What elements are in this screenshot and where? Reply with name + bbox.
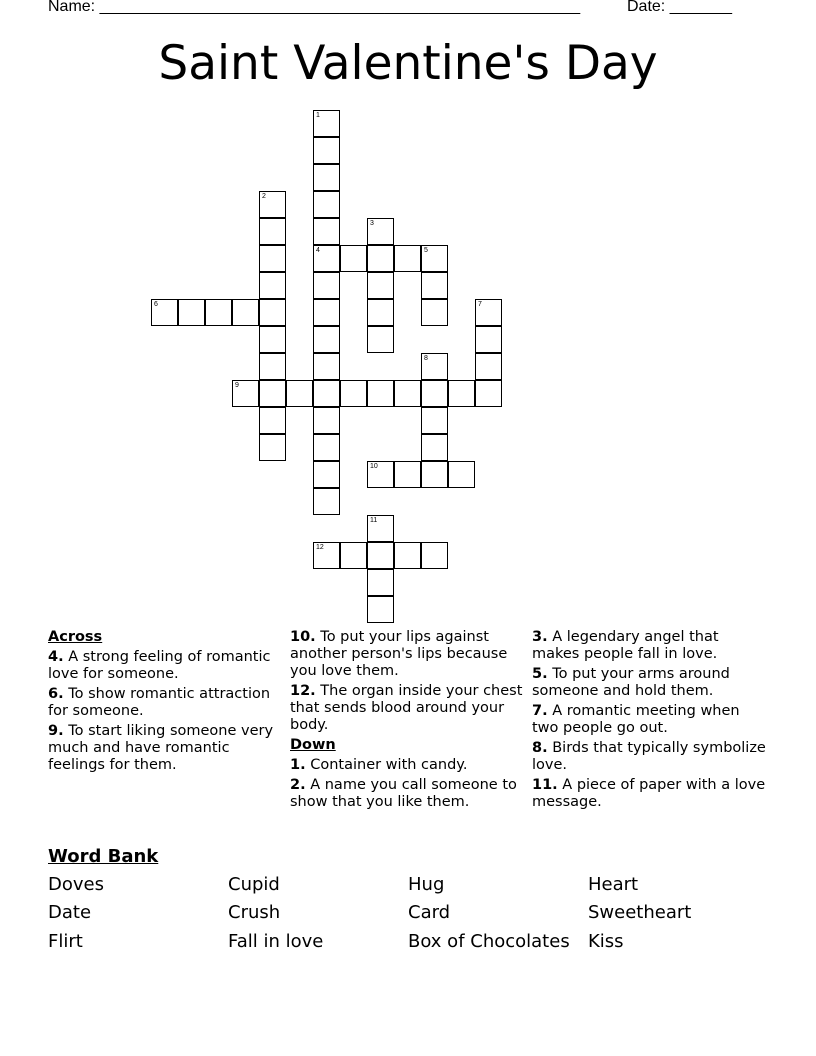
- word-bank-title: Word Bank: [48, 846, 159, 867]
- grid-cell[interactable]: [313, 245, 340, 272]
- grid-cell[interactable]: [394, 461, 421, 488]
- grid-cell[interactable]: [313, 353, 340, 380]
- clue-across-9: 9. To start liking someone very much and have romantic feelings for them.: [48, 723, 274, 773]
- word-bank-word: Card: [408, 902, 451, 923]
- page-title: Saint Valentine's Day: [158, 36, 658, 91]
- grid-cell[interactable]: [475, 299, 502, 326]
- grid-cell[interactable]: [313, 488, 340, 515]
- clue-down-11: 11. A piece of paper with a love message.: [532, 777, 766, 810]
- clue-down-7: 7. A romantic meeting when two people go out.: [532, 703, 740, 736]
- grid-cell[interactable]: [259, 326, 286, 353]
- word-bank-word: Heart: [588, 874, 639, 895]
- across-heading: Across: [48, 629, 103, 645]
- grid-cell[interactable]: [421, 245, 448, 272]
- grid-cell[interactable]: [313, 272, 340, 299]
- cell-number: 7: [478, 301, 482, 308]
- grid-cell[interactable]: [313, 542, 340, 569]
- grid-cell[interactable]: [259, 245, 286, 272]
- grid-cell[interactable]: [259, 299, 286, 326]
- grid-cell[interactable]: [259, 380, 286, 407]
- grid-cell[interactable]: [394, 380, 421, 407]
- grid-cell[interactable]: [313, 434, 340, 461]
- grid-cell[interactable]: [313, 137, 340, 164]
- grid-cell[interactable]: [259, 218, 286, 245]
- name-field-label: Name: ______________________________________________________: [48, 0, 581, 15]
- grid-cell[interactable]: [367, 380, 394, 407]
- grid-cell[interactable]: [313, 191, 340, 218]
- grid-cell[interactable]: [394, 245, 421, 272]
- grid-cell[interactable]: [232, 380, 259, 407]
- grid-cell[interactable]: [151, 299, 178, 326]
- grid-cell[interactable]: [475, 353, 502, 380]
- grid-cell[interactable]: [421, 380, 448, 407]
- cell-number: 3: [370, 220, 374, 227]
- cell-number: 12: [316, 544, 324, 551]
- grid-cell[interactable]: [367, 245, 394, 272]
- grid-cell[interactable]: [313, 164, 340, 191]
- clue-across-4: 4. A strong feeling of romantic love for someone.: [48, 649, 271, 682]
- word-bank-word: Doves: [48, 874, 104, 895]
- grid-cell[interactable]: [421, 407, 448, 434]
- clue-column-2: [290, 629, 526, 814]
- grid-cell[interactable]: [421, 434, 448, 461]
- word-bank-word: Box of Chocolates: [408, 931, 570, 952]
- grid-cell[interactable]: [313, 299, 340, 326]
- cell-number: 9: [235, 382, 239, 389]
- clue-down-1: 1. Container with candy.: [290, 757, 468, 773]
- cell-number: 8: [424, 355, 428, 362]
- word-bank-word: Date: [48, 902, 92, 923]
- grid-cell[interactable]: [448, 461, 475, 488]
- word-bank-word: Hug: [408, 874, 445, 895]
- grid-cell[interactable]: [367, 542, 394, 569]
- grid-cell[interactable]: [313, 407, 340, 434]
- grid-cell[interactable]: [259, 272, 286, 299]
- clue-column-3: [532, 629, 768, 814]
- grid-cell[interactable]: [367, 515, 394, 542]
- grid-cell[interactable]: [421, 272, 448, 299]
- grid-cell[interactable]: [313, 110, 340, 137]
- grid-cell[interactable]: [259, 353, 286, 380]
- grid-cell[interactable]: [259, 434, 286, 461]
- grid-cell[interactable]: [178, 299, 205, 326]
- grid-cell[interactable]: [394, 542, 421, 569]
- word-bank-word: Fall in love: [228, 931, 324, 952]
- grid-cell[interactable]: [259, 407, 286, 434]
- grid-cell[interactable]: [367, 272, 394, 299]
- clue-down-8: 8. Birds that typically symbolize love.: [532, 740, 766, 773]
- clue-column-1: [48, 629, 284, 777]
- clue-down-2: 2. A name you call someone to show that you like them.: [290, 777, 517, 810]
- grid-cell[interactable]: [475, 380, 502, 407]
- grid-cell[interactable]: [367, 326, 394, 353]
- grid-cell[interactable]: [286, 380, 313, 407]
- grid-cell[interactable]: [313, 326, 340, 353]
- grid-cell[interactable]: [205, 299, 232, 326]
- word-bank-word: Sweetheart: [588, 902, 692, 923]
- grid-cell[interactable]: [421, 461, 448, 488]
- grid-cell[interactable]: [340, 245, 367, 272]
- word-bank-word: Kiss: [588, 931, 624, 952]
- clue-down-3: 3. A legendary angel that makes people fall in love.: [532, 629, 719, 662]
- clue-across-12: 12. The organ inside your chest that sends blood around your body.: [290, 683, 523, 733]
- grid-cell[interactable]: [259, 191, 286, 218]
- clue-down-5: 5. To put your arms around someone and hold them.: [532, 666, 730, 699]
- grid-cell[interactable]: [448, 380, 475, 407]
- cell-number: 4: [316, 247, 320, 254]
- cell-number: 6: [154, 301, 158, 308]
- clue-across-10: 10. To put your lips against another person's lips because you love them.: [290, 629, 508, 679]
- clue-across-6: 6. To show romantic attraction for someone.: [48, 686, 271, 719]
- grid-cell[interactable]: [367, 218, 394, 245]
- grid-cell[interactable]: [421, 299, 448, 326]
- grid-cell[interactable]: [340, 380, 367, 407]
- grid-cell[interactable]: [313, 461, 340, 488]
- grid-cell[interactable]: [313, 380, 340, 407]
- grid-cell[interactable]: [367, 299, 394, 326]
- cell-number: 11: [370, 517, 378, 524]
- grid-cell[interactable]: [367, 461, 394, 488]
- down-heading: Down: [290, 737, 336, 753]
- cell-number: 10: [370, 463, 378, 470]
- grid-cell[interactable]: [367, 596, 394, 623]
- grid-cell[interactable]: [475, 326, 502, 353]
- word-bank-word: Cupid: [228, 874, 280, 895]
- word-bank-word: Crush: [228, 902, 281, 923]
- cell-number: 1: [316, 112, 320, 119]
- cell-number: 2: [262, 193, 266, 200]
- grid-cell[interactable]: [313, 218, 340, 245]
- grid-cell[interactable]: [340, 542, 367, 569]
- cell-number: 5: [424, 247, 428, 254]
- grid-cell[interactable]: [367, 569, 394, 596]
- date-field-label: Date: _______: [627, 0, 732, 15]
- grid-cell[interactable]: [232, 299, 259, 326]
- grid-cell[interactable]: [421, 542, 448, 569]
- word-bank-word: Flirt: [48, 931, 83, 952]
- grid-cell[interactable]: [421, 353, 448, 380]
